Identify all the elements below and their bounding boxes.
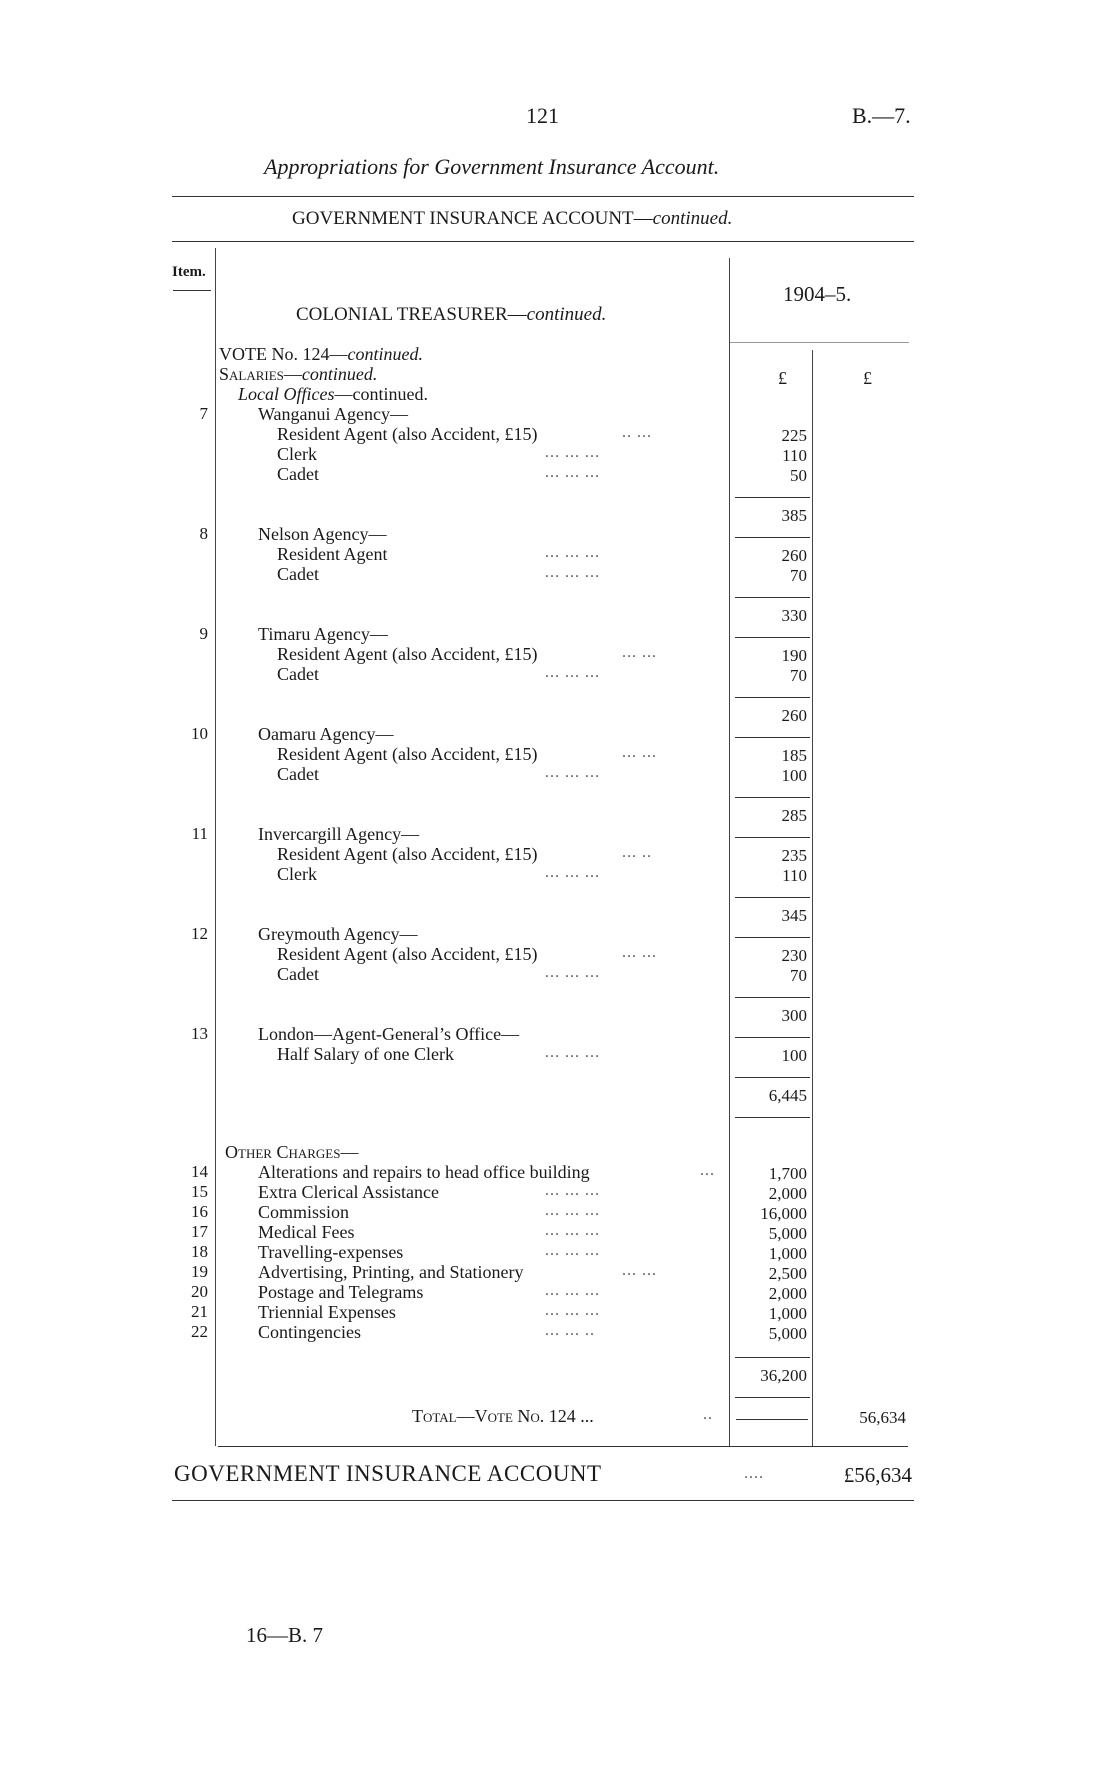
row-label: Clerk xyxy=(277,864,317,884)
leader-dots: ... ... ... xyxy=(545,864,600,881)
charge-value: 16,000 xyxy=(760,1204,807,1223)
row-value: 100 xyxy=(781,1046,807,1065)
other-charges-rule xyxy=(735,1357,810,1358)
item-column-label: Item. xyxy=(172,264,206,280)
charge-label: Medical Fees xyxy=(258,1222,355,1242)
row-label: Cadet xyxy=(277,964,319,984)
row-value: 50 xyxy=(790,466,807,485)
item-number: 15 xyxy=(191,1182,208,1201)
leader-dots: ... ... xyxy=(622,644,657,661)
item-number: 11 xyxy=(191,824,208,843)
page-number: 121 xyxy=(526,103,559,128)
charge-label: Extra Clerical Assistance xyxy=(258,1182,439,1202)
subtotal-rule xyxy=(735,1037,810,1038)
charge-value: 2,000 xyxy=(768,1184,807,1203)
item-number: 12 xyxy=(191,924,208,943)
leader-dots: ... ... ... xyxy=(545,1282,600,1299)
item-number: 22 xyxy=(191,1322,208,1341)
agency-name: London—Agent-General’s Office— xyxy=(258,1024,520,1044)
charge-label: Commission xyxy=(258,1202,350,1222)
charge-label: Advertising, Printing, and Stationery xyxy=(258,1262,524,1282)
item-number: 10 xyxy=(191,724,208,743)
subtotal-rule xyxy=(735,797,810,798)
subtotal-rule xyxy=(735,997,810,998)
row-value: 185 xyxy=(781,746,807,765)
row-value: 230 xyxy=(781,946,807,965)
subtotal-rule xyxy=(735,637,810,638)
subtotal-rule xyxy=(735,737,810,738)
row-value: 70 xyxy=(790,566,807,585)
row-label: Cadet xyxy=(277,564,319,584)
leader-dots: ... ... ... xyxy=(545,1242,600,1259)
local-offices-heading xyxy=(238,384,428,404)
currency-symbol-2: £ xyxy=(863,368,872,388)
row-label: Resident Agent (also Accident, £15) xyxy=(277,844,538,864)
item-number: 17 xyxy=(191,1222,208,1241)
department-title-cont: continued. xyxy=(526,304,607,325)
leader-dots: ... ... xyxy=(622,944,657,961)
subtotal-rule xyxy=(735,537,810,538)
row-value: 100 xyxy=(781,766,807,785)
row-label: Resident Agent (also Accident, £15) xyxy=(277,744,538,764)
salaries-total-rule xyxy=(735,1117,810,1118)
row-label: Resident Agent (also Accident, £15) xyxy=(277,944,538,964)
leader-dots: ... ... ... xyxy=(545,1222,600,1239)
subtotal-rule xyxy=(735,937,810,938)
leader-dots: ... ... ... xyxy=(545,1302,600,1319)
grand-total-label: GOVERNMENT INSURANCE ACCOUNT xyxy=(174,1461,602,1486)
salaries-total-value: 6,445 xyxy=(768,1086,807,1105)
charge-value: 2,500 xyxy=(768,1264,807,1283)
department-title-main: COLONIAL TREASURER— xyxy=(296,304,527,325)
leader-dots: ... ... ... xyxy=(545,764,600,781)
charge-value: 2,000 xyxy=(768,1284,807,1303)
vote-total-value: 56,634 xyxy=(859,1408,906,1427)
item-number: 9 xyxy=(199,624,208,643)
row-label: Resident Agent xyxy=(277,544,388,564)
item-number: 19 xyxy=(191,1262,208,1281)
row-label: Cadet xyxy=(277,664,319,684)
charge-label: Alterations and repairs to head office building xyxy=(258,1162,590,1182)
department-title xyxy=(296,304,606,326)
subtotal-rule xyxy=(735,897,810,898)
grand-total-rule xyxy=(172,1500,914,1501)
year-heading: 1904–5. xyxy=(783,282,852,306)
subtotal-rule xyxy=(735,1077,810,1078)
salaries-label: Salaries— xyxy=(219,364,302,384)
footer-signature: 16—B. 7 xyxy=(246,1623,324,1647)
currency-symbol-1: £ xyxy=(778,368,787,388)
row-value: 225 xyxy=(781,426,807,445)
leader-dots: .. xyxy=(703,1406,713,1423)
rule-top-2 xyxy=(172,241,914,242)
charge-label: Contingencies xyxy=(258,1322,361,1342)
row-value: 70 xyxy=(790,966,807,985)
item-number: 16 xyxy=(191,1202,208,1221)
subtotal-value: 285 xyxy=(781,806,807,825)
leader-dots: .... xyxy=(744,1465,764,1482)
leader-dots: ... ... ... xyxy=(545,444,600,461)
other-charges-total-value: 36,200 xyxy=(760,1366,807,1385)
leader-dots: ... ... ... xyxy=(545,664,600,681)
leader-dots: ... ... .. xyxy=(545,1322,595,1339)
charge-value: 1,700 xyxy=(768,1164,807,1183)
row-label: Cadet xyxy=(277,764,319,784)
item-number: 18 xyxy=(191,1242,208,1261)
subtotal-value: 330 xyxy=(781,606,807,625)
vote-label-cont: continued. xyxy=(347,344,423,364)
vote-total-label: Total—Vote No. 124 ... xyxy=(412,1406,594,1426)
subtotal-value: 385 xyxy=(781,506,807,525)
item-number: 14 xyxy=(191,1162,208,1181)
charge-label: Triennial Expenses xyxy=(258,1302,396,1322)
leader-dots: ... xyxy=(700,1162,715,1179)
row-label: Clerk xyxy=(277,444,317,464)
agency-name: Timaru Agency— xyxy=(258,624,388,644)
amount-column-rule-right xyxy=(812,350,813,1446)
salaries-heading xyxy=(219,364,377,384)
year-rule xyxy=(729,342,909,343)
subtotal-value: 300 xyxy=(781,1006,807,1025)
section-title xyxy=(292,208,732,230)
leader-dots: ... ... xyxy=(622,1262,657,1279)
section-title-main: GOVERNMENT INSURANCE ACCOUNT— xyxy=(292,208,653,229)
vote-label xyxy=(219,344,423,364)
subtotal-rule xyxy=(735,597,810,598)
section-title-cont: continued. xyxy=(652,208,733,229)
subtotal-rule xyxy=(735,497,810,498)
row-value: 260 xyxy=(781,546,807,565)
vote-total-dash xyxy=(736,1419,808,1420)
leader-dots: .. ... xyxy=(622,424,652,441)
row-label: Resident Agent (also Accident, £15) xyxy=(277,424,538,444)
leader-dots: ... ... ... xyxy=(545,544,600,561)
leader-dots: ... ... xyxy=(622,744,657,761)
charge-label: Travelling-expenses xyxy=(258,1242,404,1262)
row-label: Cadet xyxy=(277,464,319,484)
leader-dots: ... .. xyxy=(622,844,652,861)
local-offices-label-cont: —continued. xyxy=(334,384,428,404)
charge-value: 5,000 xyxy=(768,1224,807,1243)
charge-value: 5,000 xyxy=(768,1324,807,1343)
leader-dots: ... ... ... xyxy=(545,1044,600,1061)
salaries-label-cont: continued. xyxy=(301,364,378,384)
agency-name: Oamaru Agency— xyxy=(258,724,394,744)
vote-label-main: VOTE No. 124— xyxy=(219,344,348,364)
row-value: 190 xyxy=(781,646,807,665)
grand-total-value: £56,634 xyxy=(843,1463,912,1487)
row-value: 70 xyxy=(790,666,807,685)
agency-name: Nelson Agency— xyxy=(258,524,387,544)
row-value: 110 xyxy=(782,446,807,465)
other-charges-heading: Other Charges— xyxy=(225,1142,359,1162)
subtotal-rule xyxy=(735,697,810,698)
leader-dots: ... ... ... xyxy=(545,564,600,581)
charge-value: 1,000 xyxy=(768,1304,807,1323)
leader-dots: ... ... ... xyxy=(545,464,600,481)
item-number: 20 xyxy=(191,1282,208,1301)
charge-label: Postage and Telegrams xyxy=(258,1282,424,1302)
item-label-rule xyxy=(173,290,211,291)
amount-column-rule-left xyxy=(729,258,730,1446)
row-label: Half Salary of one Clerk xyxy=(277,1044,454,1064)
document-code: B.—7. xyxy=(852,103,911,128)
leader-dots: ... ... ... xyxy=(545,1182,600,1199)
vote-total-rule xyxy=(218,1446,908,1447)
item-number: 13 xyxy=(191,1024,208,1043)
local-offices-label: Local Offices xyxy=(238,384,335,404)
item-column-rule xyxy=(215,248,216,1446)
leader-dots: ... ... ... xyxy=(545,964,600,981)
item-number: 7 xyxy=(199,404,208,423)
row-label: Resident Agent (also Accident, £15) xyxy=(277,644,538,664)
subtotal-value: 345 xyxy=(781,906,807,925)
leader-dots: ... ... ... xyxy=(545,1202,600,1219)
agency-name: Invercargill Agency— xyxy=(258,824,420,844)
subtotal-rule xyxy=(735,837,810,838)
rule-top-1 xyxy=(172,196,914,197)
agency-name: Wanganui Agency— xyxy=(258,404,409,424)
subtotal-value: 260 xyxy=(781,706,807,725)
page-subtitle: Appropriations for Government Insurance Account. xyxy=(264,154,720,179)
item-number: 21 xyxy=(191,1302,208,1321)
row-value: 110 xyxy=(782,866,807,885)
charge-value: 1,000 xyxy=(768,1244,807,1263)
other-charges-total-rule xyxy=(735,1397,810,1398)
agency-name: Greymouth Agency— xyxy=(258,924,418,944)
row-value: 235 xyxy=(781,846,807,865)
item-number: 8 xyxy=(199,524,208,543)
